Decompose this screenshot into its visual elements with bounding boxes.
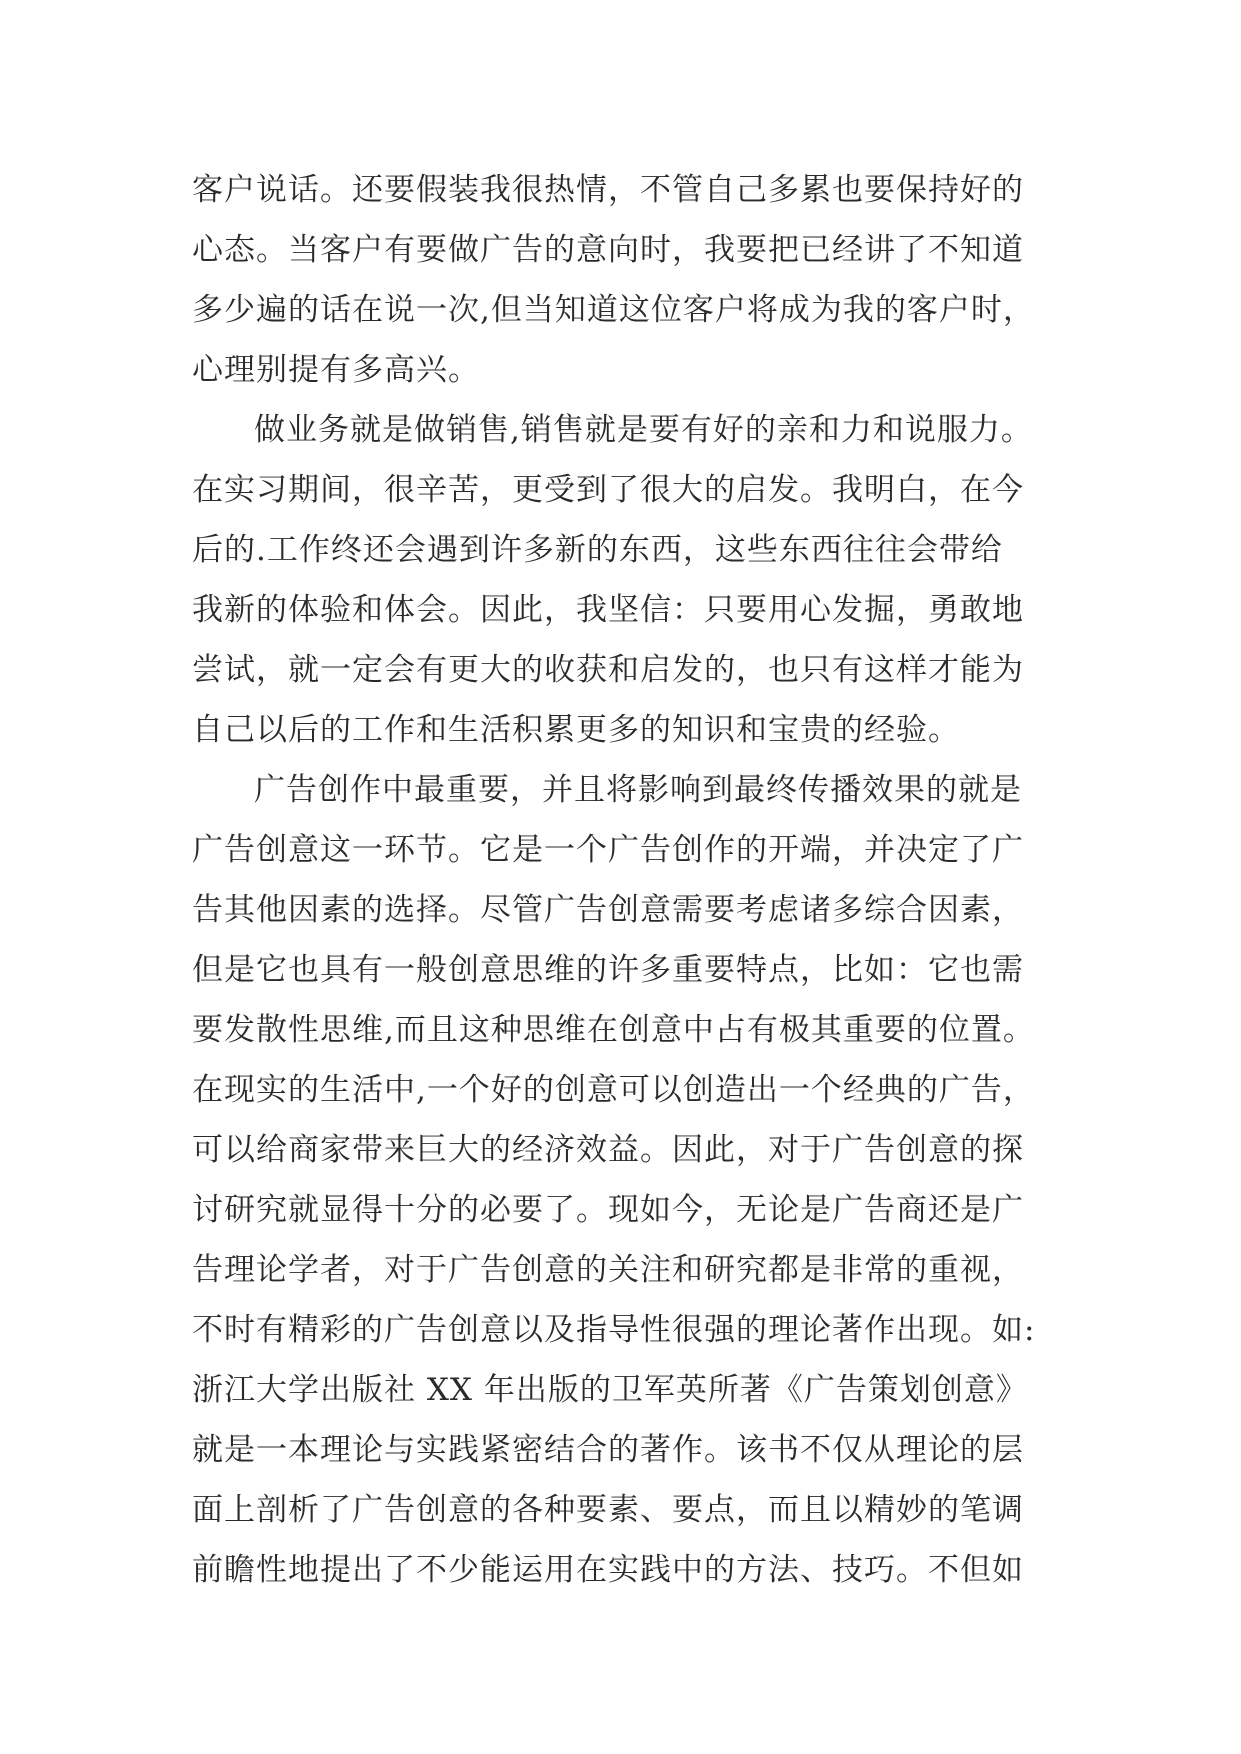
- text-line: 可以给商家带来巨大的经济效益。因此，对于广告创意的探: [192, 1132, 1024, 1168]
- paragraph-first-line: 广告创作中最重要，并且将影响到最终传播效果的就是: [254, 772, 1022, 808]
- paragraph-first-line: 做业务就是做销售,销售就是要有好的亲和力和说服力。: [254, 412, 1033, 448]
- text-line: 心态。当客户有要做广告的意向时，我要把已经讲了不知道: [192, 232, 1024, 268]
- text-line: 前瞻性地提出了不少能运用在实践中的方法、技巧。不但如: [192, 1552, 1024, 1588]
- text-line: 我新的体验和体会。因此，我坚信：只要用心发掘，勇敢地: [192, 592, 1024, 628]
- text-line: 告其他因素的选择。尽管广告创意需要考虑诸多综合因素，: [192, 892, 1024, 928]
- text-line: 讨研究就显得十分的必要了。现如今，无论是广告商还是广: [192, 1192, 1024, 1228]
- text-line: 多少遍的话在说一次,但当知道这位客户将成为我的客户时，: [192, 292, 1035, 328]
- text-line: 要发散性思维,而且这种思维在创意中占有极其重要的位置。: [192, 1012, 1035, 1048]
- body-text: [192, 160, 1092, 1600]
- text-line: 尝试，就一定会有更大的收获和启发的，也只有这样才能为: [192, 652, 1024, 688]
- text-line: 广告创意这一环节。它是一个广告创作的开端，并决定了广: [192, 832, 1024, 868]
- text-line: 告理论学者，对于广告创意的关注和研究都是非常的重视，: [192, 1252, 1024, 1288]
- text-line: 就是一本理论与实践紧密结合的著作。该书不仅从理论的层: [192, 1432, 1024, 1468]
- text-line: 不时有精彩的广告创意以及指导性很强的理论著作出现。如:: [192, 1312, 1036, 1348]
- text-line: 浙江大学出版社 XX 年出版的卫军英所著《广告策划创意》: [192, 1372, 1028, 1408]
- text-line: 心理别提有多高兴。: [192, 352, 480, 388]
- text-line: 但是它也具有一般创意思维的许多重要特点，比如：它也需: [192, 952, 1024, 988]
- text-line: 客户说话。还要假装我很热情，不管自己多累也要保持好的: [192, 172, 1024, 208]
- text-line: 自己以后的工作和生活积累更多的知识和宝贵的经验。: [192, 712, 960, 748]
- text-line: 面上剖析了广告创意的各种要素、要点，而且以精妙的笔调: [192, 1492, 1024, 1528]
- text-line: 在现实的生活中,一个好的创意可以创造出一个经典的广告，: [192, 1072, 1035, 1108]
- text-line: 后的.工作终还会遇到许多新的东西，这些东西往往会带给: [192, 532, 1003, 568]
- text-line: 在实习期间，很辛苦，更受到了很大的启发。我明白，在今: [192, 472, 1024, 508]
